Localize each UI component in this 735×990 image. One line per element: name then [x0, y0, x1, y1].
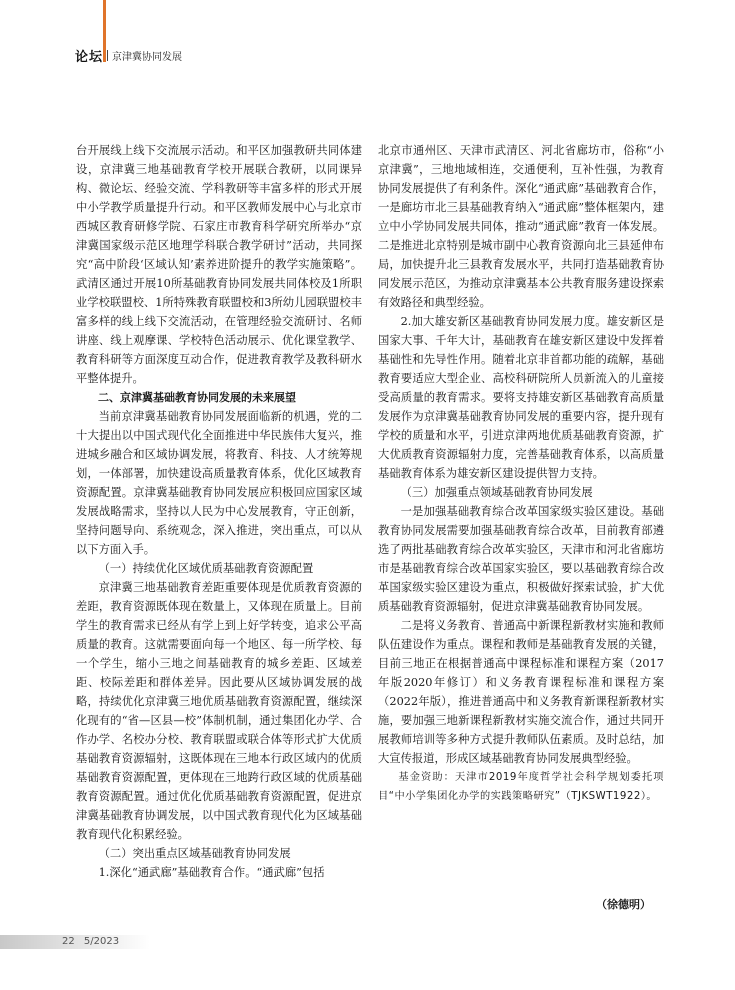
author-name: （徐德明） — [596, 898, 651, 911]
topic-label: 京津冀协同发展 — [112, 51, 183, 63]
paragraph: 北京市通州区、天津市武清区、河北省廊坊市，俗称“小京津冀”，三地地域相连，交通便利，互补性强，为教育协同发展提供了有利条件。深化“通武廊”基础教育合作，一是廊坊市北三县基础教育纳入“通武廊”整体框架内，建立中小学协同发展共同体，推动“通武廊”教育一体发展。二是推进北京特别是城市副中心教育资源向北三县延伸布局，加快提升北三县教育发展水平，共同打造基础教育协同发展示范区，为推动京津冀基本公共教育服务建设探索有效路径和典型经验。 — [378, 144, 664, 309]
page-number: 22 — [62, 936, 75, 947]
issue-number: 5/2023 — [83, 936, 120, 947]
running-header — [75, 44, 182, 66]
subsection-heading: （一）持续优化区域优质基础教育资源配置 — [98, 562, 314, 575]
subsection-heading: （二）突出重点区域基础教育协同发展 — [98, 847, 291, 860]
page-footer — [62, 936, 119, 947]
paragraph: 当前京津冀基础教育协同发展面临新的机遇，党的二十大提出以中国式现代化全面推进中华民族伟大复兴，推进城乡融合和区域协调发展，将教育、科技、人才统筹规划，一体部署，加快建设高质量教育体系，优化区域教育资源配置。京津冀基础教育协同发展应积极回应国家区域发展战略需求，坚持以人民为中心发展教育，守正创新，坚持问题导向、系统观念，深入推进，突出重点，可以从以下方面入手。 — [76, 410, 362, 556]
subsection-heading: （三）加强重点领域基础教育协同发展 — [400, 486, 593, 499]
paragraph: 京津冀三地基础教育差距重要体现是优质教育资源的差距，教育资源既体现在数量上，又体现在质量上。目前学生的教育需求已经从有学上到上好学转变，追求公平高质量的教育。这就需要面向每一个地区、每一所学校、每一个学生，缩小三地之间基础教育的城乡差距、区域差距、校际差距和群体差异。因此要从区域协调发展的战略，持续优化京津冀三地优质基础教育资源配置，继续深化现有的“省—区县—校”体制机制，通过集团化办学、合作办学、名校办分校、教育联盟或联合体等形式扩大优质基础教育资源辐射，这既体现在三地本行政区域内的优质基础教育资源配置，更体现在三地跨行政区域的优质基础教育资源配置。通过优化优质基础教育资源配置，促进京津冀基础教育协调发展，以中国式教育现代化为区域基础教育现代化积累经验。 — [76, 581, 362, 841]
paragraph: 台开展线上线下交流展示活动。和平区加强教研共同体建设，京津冀三地基础教育学校开展联合教研，以同课异构、微论坛、经验交流、学科教研等丰富多样的形式开展中小学教学质量提升行动。和平区教师发展中心与北京市西城区教育研修学院、石家庄市教育科学研究所举办“京津冀国家级示范区地理学科联合教学研讨”活动，共同探究“高中阶段‘区域认知’素养进阶提升的教学实施策略”。武清区通过开展10所基础教育协同发展共同体校及1所职业学校联盟校、1所特殊教育联盟校和3所幼儿园联盟校丰富多样的线上线下交流活动，在管理经验交流研讨、名师讲座、线上观摩课、学校特色活动展示、优化课堂教学、教育科研等方面深度互动合作，促进教育教学及教科研水平整体提升。 — [76, 144, 362, 385]
paragraph: 一是加强基础教育综合改革国家级实验区建设。基础教育协同发展需要加强基础教育综合改革，目前教育部遴选了两批基础教育综合改革实验区，天津市和河北省廊坊市是基础教育综合改革国家实验区，要以基础教育综合改革国家级实验区建设为重点，积极做好探索试验，扩大优质基础教育资源辐射，促进京津冀基础教育协同发展。 — [378, 505, 664, 613]
funding-note: 基金资助：天津市2019年度哲学社会科学规划委托项目“中小学集团化办学的实践策略研究”（TJKSWT1922）。 — [378, 772, 664, 802]
header-divider — [107, 50, 108, 61]
right-column — [378, 141, 664, 806]
section-heading: 二、京津冀基础教育协同发展的未来展望 — [98, 391, 296, 404]
paragraph: 1.深化“通武廊”基础教育合作。“通武廊”包括 — [98, 866, 325, 879]
paragraph: 2.加大雄安新区基础教育协同发展力度。雄安新区是国家大事、千年大计，基础教育在雄安新区建设中发挥着基础性和先导性作用。随着北京非首都功能的疏解，基础教育要适应大型企业、高校科研院所人员新流入的儿童接受高质量的教育需求。要将支持雄安新区基础教育高质量发展作为京津冀基础教育协同发展的重要内容，提升现有学校的质量和水平，引进京津两地优质基础教育资源，扩大优质教育资源辐射力度，完善基础教育体系，以高质量基础教育体系为雄安新区建设提供智力支持。 — [378, 315, 664, 480]
section-label: 论坛 — [75, 49, 104, 65]
paragraph: 二是将义务教育、普通高中新课程新教材实施和教师队伍建设作为重点。课程和教师是基础教育发展的关键，目前三地正在根据普通高中课程标准和课程方案（2017年版2020年修订）和义务教育课程标准和课程方案（2022年版），推进普通高中和义务教育新课程新教材实施，要加强三地新课程新教材实施交流合作，通过共同开展教师培训等多种方式提升教师队伍素质。及时总结，加大宣传报道，形成区域基础教育协同发展典型经验。 — [378, 619, 664, 765]
left-column — [76, 141, 362, 882]
